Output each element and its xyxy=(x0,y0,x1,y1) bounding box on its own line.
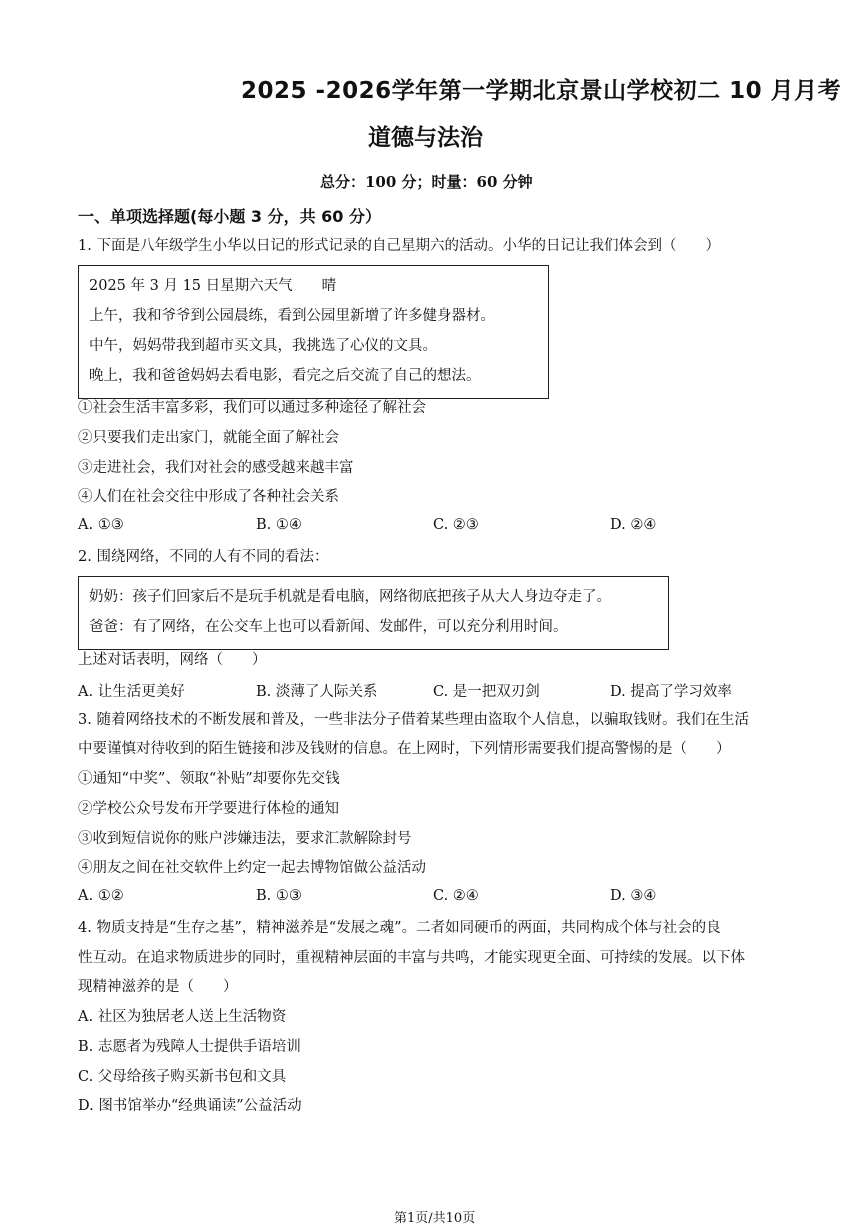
q2-dialog-line: 奶奶：孩子们回家后不是玩手机就是看电脑，网络彻底把孩子从大人身边夺走了。 xyxy=(89,589,611,605)
q1-option-d[interactable]: D. ②④ xyxy=(610,517,657,533)
q3-option-d[interactable]: D. ③④ xyxy=(610,888,657,904)
exam-title: 2025 -2026学年第一学期北京景山学校初二 10 月月考 xyxy=(241,78,842,104)
q1-diary-line: 晚上，我和爸爸妈妈去看电影，看完之后交流了自己的想法。 xyxy=(89,368,481,384)
q4-option-a[interactable]: A. 社区为独居老人送上生活物资 xyxy=(78,1009,287,1025)
q1-diary-line: 上午，我和爷爷到公园晨练，看到公园里新增了许多健身器材。 xyxy=(89,308,495,324)
subject-title: 道德与法治 xyxy=(368,125,483,151)
q1-statement: ①社会生活丰富多彩，我们可以通过多种途径了解社会 xyxy=(78,400,426,416)
q3-statement: ②学校公众号发布开学要进行体检的通知 xyxy=(78,801,339,817)
q1-stem: 1. 下面是八年级学生小华以日记的形式记录的自己星期六的活动。小华的日记让我们体会到（ ） xyxy=(78,238,720,254)
q4-stem-line: 现精神滋养的是（ ） xyxy=(78,979,238,995)
q2-option-b[interactable]: B. 淡薄了人际关系 xyxy=(256,684,378,700)
q3-stem-line: 3. 随着网络技术的不断发展和普及，一些非法分子借着某些理由盗取个人信息，以骗取钱财。我们在生活 xyxy=(78,712,749,728)
q2-option-a[interactable]: A. 让生活更美好 xyxy=(78,684,185,700)
q1-option-a[interactable]: A. ①③ xyxy=(78,517,124,533)
q1-statement: ④人们在社会交往中形成了各种社会关系 xyxy=(78,489,339,505)
q1-statement: ③走进社会，我们对社会的感受越来越丰富 xyxy=(78,460,354,476)
q2-question: 上述对话表明，网络（ ） xyxy=(78,652,267,668)
q3-statement: ④朋友之间在社交软件上约定一起去博物馆做公益活动 xyxy=(78,860,426,876)
q3-option-c[interactable]: C. ②④ xyxy=(433,888,479,904)
score-info: 总分：100 分；时量：60 分钟 xyxy=(320,173,533,191)
q4-option-c[interactable]: C. 父母给孩子购买新书包和文具 xyxy=(78,1069,287,1085)
q4-stem-line: 性互动。在追求物质进步的同时，重视精神层面的丰富与共鸣，才能实现更全面、可持续的发展。以下体 xyxy=(78,950,745,966)
q1-diary-line: 2025 年 3 月 15 日星期六天气 晴 xyxy=(89,278,337,294)
q4-stem-line: 4. 物质支持是“生存之基”，精神滋养是“发展之魂”。二者如同硬币的两面，共同构成个体与社会的良 xyxy=(78,920,721,936)
q3-stem-line: 中要谨慎对待收到的陌生链接和涉及钱财的信息。在上网时，下列情形需要我们提高警惕的是（ ） xyxy=(78,741,731,757)
q2-option-c[interactable]: C. 是一把双刃剑 xyxy=(433,684,540,700)
page-number: 第1页/共10页 xyxy=(394,1211,476,1226)
q3-statement: ①通知“中奖”、领取“补贴”却要你先交钱 xyxy=(78,771,340,787)
q1-option-c[interactable]: C. ②③ xyxy=(433,517,479,533)
section-heading: 一、单项选择题(每小题 3 分，共 60 分） xyxy=(78,207,381,226)
q1-statement: ②只要我们走出家门，就能全面了解社会 xyxy=(78,430,339,446)
q1-option-b[interactable]: B. ①④ xyxy=(256,517,302,533)
q1-diary-box xyxy=(78,265,549,399)
q1-diary-line: 中午，妈妈带我到超市买文具，我挑选了心仪的文具。 xyxy=(89,338,437,354)
q2-dialog-line: 爸爸：有了网络，在公交车上也可以看新闻、发邮件，可以充分利用时间。 xyxy=(89,619,568,635)
q4-option-d[interactable]: D. 图书馆举办“经典诵读”公益活动 xyxy=(78,1098,302,1114)
q3-option-a[interactable]: A. ①② xyxy=(78,888,124,904)
q4-option-b[interactable]: B. 志愿者为残障人士提供手语培训 xyxy=(78,1039,301,1055)
q3-option-b[interactable]: B. ①③ xyxy=(256,888,302,904)
q3-statement: ③收到短信说你的账户涉嫌违法，要求汇款解除封号 xyxy=(78,831,412,847)
q2-dialog-box xyxy=(78,576,669,650)
q2-stem: 2. 围绕网络，不同的人有不同的看法： xyxy=(78,549,329,565)
q2-option-d[interactable]: D. 提高了学习效率 xyxy=(610,684,732,700)
